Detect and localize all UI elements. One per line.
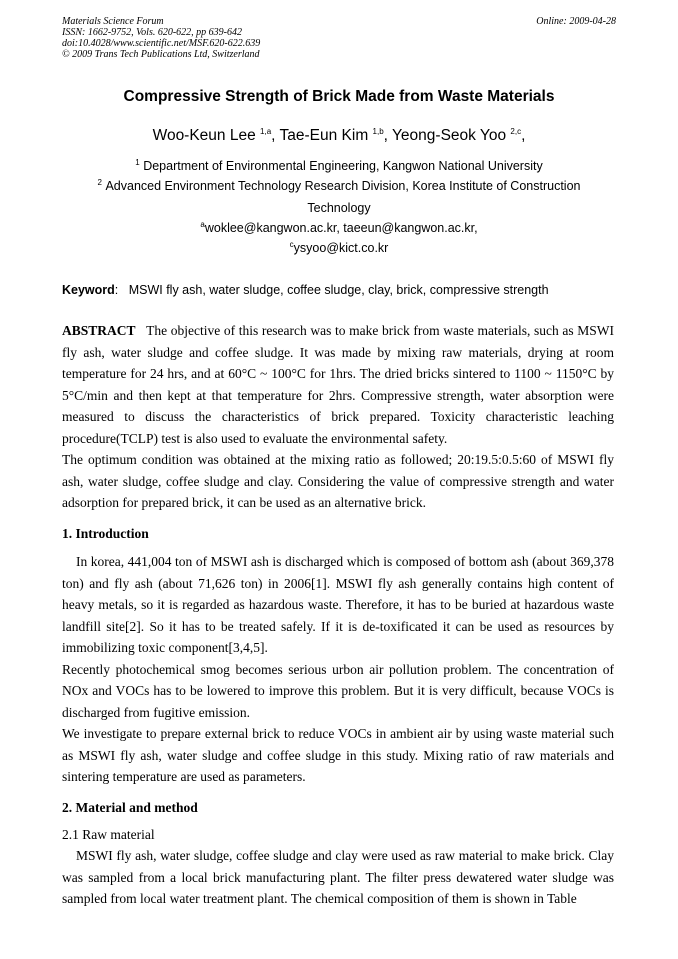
affiliation-2 [0, 178, 678, 194]
running-header [62, 16, 616, 60]
intro-p2: Recently photochemical smog becomes serious urbon air pollution problem. The concentration of NOx and VOCs has to be lowered to improve this problem. But it is very difficult, because VOCs is discharged from fugitive emission. [62, 661, 614, 720]
email-sup: a [200, 219, 205, 229]
email-sup: c [289, 239, 294, 249]
affiliation-1 [0, 158, 678, 174]
section-2-heading: 2. Material and method [62, 800, 198, 815]
abstract [62, 320, 614, 514]
raw-material-p1: MSWI fly ash, water sludge, coffee sludge and clay were used as raw material to make brick. Clay was sampled from a local brick manufacturing plant. The filter press dewatered water sludge was sampled from local water treatment plant. The chemical composition of them is shown in Table [62, 848, 614, 906]
intro-p1: In korea, 441,004 ton of MSWI ash is discharged which is composed of bottom ash (about 369,378 ton) and fly ash (about 71,626 ton) in 2006[1]. MSWI fly ash generally contains high content of heavy metals, so it is regarded as hazardous waste. Therefore, it has to be buried at hazardous waste landfill site[2]. So it has to be treated safely. If it is de-toxificated it can be used as resources by immobilizing toxic component[3,4,5]. [62, 554, 614, 655]
affil-number: 2 [97, 177, 102, 187]
affil-text: Advanced Environment Technology Research Division, Korea Institute of Construction [105, 179, 581, 193]
email-line-c [0, 240, 678, 256]
journal-name: Materials Science Forum [62, 16, 164, 27]
affil-number: 1 [135, 157, 140, 167]
affil-text: Department of Environmental Engineering, Kangwon National University [143, 159, 543, 173]
issn-line: ISSN: 1662-9752, Vols. 620-622, pp 639-642 [62, 27, 242, 38]
email-text: ysyoo@kict.co.kr [293, 241, 389, 255]
affiliation-2-cont: Technology [307, 201, 371, 215]
intro-p3: We investigate to prepare external brick to reduce VOCs in ambient air by using waste material such as MSWI fly ash, water sludge and coffee sludge in this study. Mixing ratio of raw materials and sintering temperature are used as parameters. [62, 726, 614, 784]
email-line-ab [0, 220, 678, 236]
introduction-body [62, 551, 614, 788]
paper-title: Compressive Strength of Brick Made from Waste Materials [123, 88, 555, 105]
email-text: woklee@kangwon.ac.kr, taeeun@kangwon.ac.kr, [204, 221, 478, 235]
author-affil-sup: 2,c [510, 126, 522, 136]
keyword-label: Keyword [62, 283, 115, 297]
raw-material-body [62, 845, 614, 910]
author-affil-sup: 1,b [372, 126, 384, 136]
author-name: Yeong-Seok Yoo [392, 127, 507, 144]
author-affil-sup: 1,a [260, 126, 272, 136]
abstract-p2: The optimum condition was obtained at the mixing ratio as followed; 20:19.5:0.5:60 of MSWI fly ash, water sludge, coffee sludge and clay. Considering the value of compressive strength and water adsorption for prepared brick, it can be used as an alternative brick. [62, 452, 614, 510]
abstract-label: ABSTRACT [62, 323, 136, 338]
keyword-text: MSWI fly ash, water sludge, coffee sludge, clay, brick, compressive strength [128, 283, 549, 297]
copyright-line: © 2009 Trans Tech Publications Ltd, Switzerland [62, 49, 260, 60]
online-date: Online: 2009-04-28 [536, 16, 616, 27]
section-1-heading: 1. Introduction [62, 526, 149, 541]
author-name: Tae-Eun Kim [279, 127, 369, 144]
subsection-2-1-heading: 2.1 Raw material [62, 827, 155, 842]
abstract-p1: The objective of this research was to make brick from waste materials, such as MSWI fly ash, water sludge and coffee sludge. It was made by mixing raw materials, drying at room temperature for 24 hrs, and at 60°C ~ 100°C for 1hrs. The dried bricks sintered to 1100 ~ 1150°C by 5°C/min and then kept at that temperature for 2hrs. Compressive strength, water absorption were measured to discuss the characteristics of brick prepared. Toxicity characteristic leaching procedure(TCLP) test is also used to evaluate the environmental safety. [62, 323, 614, 446]
author-list: Woo-Keun Lee $^{1,a}$, Tae-Eun Kim $^{1,b}$, Yeong-Seok Yoo $^{2,c}$, [152, 126, 526, 144]
author-name: Woo-Keun Lee [152, 127, 256, 144]
keywords: Keyword: MSWI fly ash, water sludge, coffee sludge, clay, brick, compressive strength [62, 283, 549, 297]
doi-line: doi:10.4028/www.scientific.net/MSF.620-622.639 [62, 38, 261, 49]
